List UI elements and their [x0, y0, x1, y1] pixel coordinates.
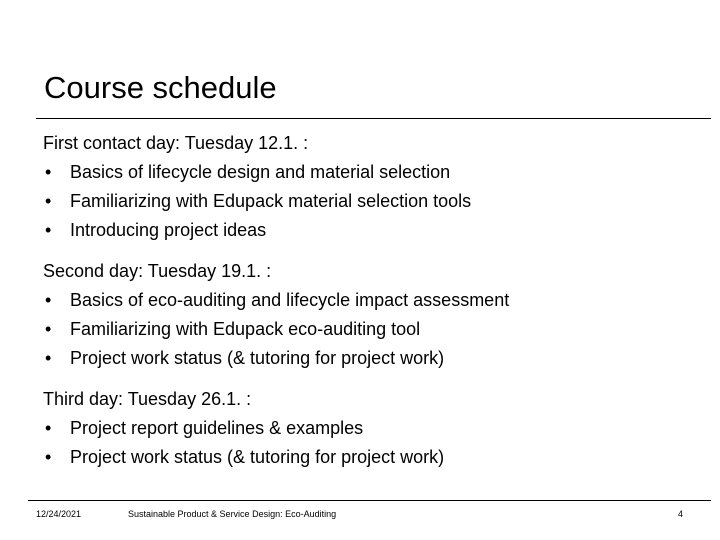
section-heading: First contact day: Tuesday 12.1. : [43, 133, 309, 153]
bullet-icon: • [45, 418, 52, 438]
bullet-item [43, 286, 703, 315]
bullet-text: Familiarizing with Edupack eco-auditing tool [70, 319, 421, 339]
section-heading: Third day: Tuesday 26.1. : [43, 389, 252, 409]
footer-divider [28, 500, 711, 501]
footer-title: Sustainable Product & Service Design: Eco-Auditing [128, 509, 337, 519]
bullet-text: Project report guidelines & examples [70, 418, 364, 438]
bullet-item [43, 158, 703, 187]
bullet-text: Project work status (& tutoring for project work) [70, 447, 445, 467]
bullet-item [43, 443, 703, 472]
bullet-icon: • [45, 220, 52, 240]
bullet-icon: • [45, 319, 52, 339]
bullet-icon: • [45, 191, 52, 211]
bullet-text: Basics of lifecycle design and material selection [70, 162, 451, 182]
bullet-text: Basics of eco-auditing and lifecycle impact assessment [70, 290, 510, 310]
title-divider [36, 118, 711, 119]
bullet-item [43, 315, 703, 344]
slide-content [43, 129, 703, 484]
bullet-icon: • [45, 447, 52, 467]
section-heading: Second day: Tuesday 19.1. : [43, 261, 272, 281]
bullet-item [43, 187, 703, 216]
bullet-text: Project work status (& tutoring for project work) [70, 348, 445, 368]
bullet-item [43, 344, 703, 373]
footer-date: 12/24/2021 [36, 509, 82, 519]
footer-page-number: 4 [677, 509, 683, 519]
schedule-section-second-day [43, 257, 703, 373]
bullet-icon: • [45, 290, 52, 310]
bullet-icon: • [45, 162, 52, 182]
bullet-item [43, 216, 703, 245]
bullet-item [43, 414, 703, 443]
bullet-icon: • [45, 348, 52, 368]
bullet-text: Introducing project ideas [70, 220, 267, 240]
bullet-text: Familiarizing with Edupack material selection tools [70, 191, 472, 211]
schedule-section-first-day [43, 129, 703, 245]
schedule-section-third-day [43, 385, 703, 472]
slide-title: Course schedule [44, 70, 277, 105]
